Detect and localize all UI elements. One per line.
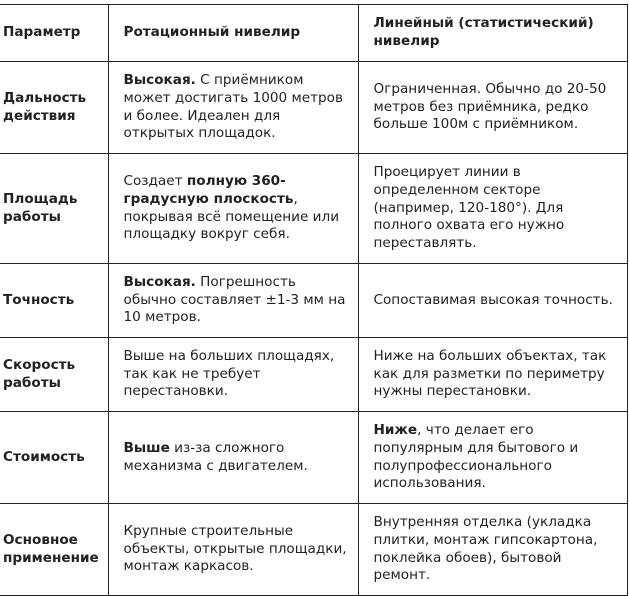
table-row-area [0, 154, 627, 264]
header-rotary-level: Ротационный нивелир [108, 5, 358, 62]
table-row-accuracy [0, 264, 627, 338]
rotary-cell [108, 412, 358, 504]
rotary-text: Крупные строительные объекты, открытые площадки, монтаж каркасов. [123, 522, 347, 575]
table-row-cost [0, 412, 627, 504]
linear-emphasis: Ниже [373, 421, 418, 438]
rotary-cell [108, 504, 358, 596]
rotary-cell [108, 62, 358, 154]
rotary-text: Выше на больших площадях, так как не требует перестановки. [123, 347, 335, 400]
row-param-label: Дальность действия [0, 62, 108, 154]
header-linear-level: Линейный (статистический) нивелир [358, 5, 627, 62]
comparison-table [0, 4, 628, 596]
table-row-range [0, 62, 627, 154]
rotary-text: из-за сложного механизма с двигателем. [123, 439, 308, 474]
row-param-label: Площадь работы [0, 154, 108, 264]
linear-text: Внутренняя отделка (укладка плитки, монтаж гипсокартона, поклейка обоев), бытовой ремонт. [373, 513, 598, 584]
row-param-label: Точность [0, 264, 108, 338]
linear-cell [358, 412, 627, 504]
linear-cell [358, 504, 627, 596]
table-row-speed [0, 338, 627, 412]
table-row-application [0, 504, 627, 596]
linear-text: Сопоставимая высокая точность. [373, 291, 613, 308]
rotary-cell [108, 264, 358, 338]
row-param-label: Стоимость [0, 412, 108, 504]
rotary-text-pre: Создает [123, 172, 187, 189]
table-header-row [0, 5, 627, 62]
rotary-emphasis: полную 360-градусную плоскость [123, 172, 294, 207]
linear-text: Ограниченная. Обычно до 20-50 метров без приёмника, редко больше 100м с приёмником. [373, 80, 607, 133]
rotary-emphasis: Выше [123, 439, 170, 456]
rotary-text: С приёмником может достигать 1000 метров и более. Идеален для открытых площадок. [123, 71, 343, 142]
rotary-text-post: , покрывая всё помещение или площадку вокруг себя. [123, 190, 340, 243]
linear-text: , что делает его популярным для бытового и полупрофессионального использования. [373, 421, 579, 492]
linear-cell [358, 338, 627, 412]
rotary-cell [108, 338, 358, 412]
row-param-label: Основное применение [0, 504, 108, 596]
linear-cell [358, 264, 627, 338]
rotary-emphasis: Высокая. [123, 71, 196, 88]
row-param-label: Скорость работы [0, 338, 108, 412]
header-param: Параметр [0, 5, 108, 62]
linear-cell [358, 62, 627, 154]
rotary-cell [108, 154, 358, 264]
linear-text: Проецирует линии в определенном секторе (например, 120-180°). Для полного охвата его нужно переставлять. [373, 164, 565, 252]
rotary-text: Погрешность обычно составляет ±1-3 мм на 10 метров. [123, 273, 346, 326]
rotary-emphasis: Высокая. [123, 273, 196, 290]
linear-cell [358, 154, 627, 264]
linear-text: Ниже на больших объектах, так как для разметки по периметру нужны перестановки. [373, 347, 607, 400]
